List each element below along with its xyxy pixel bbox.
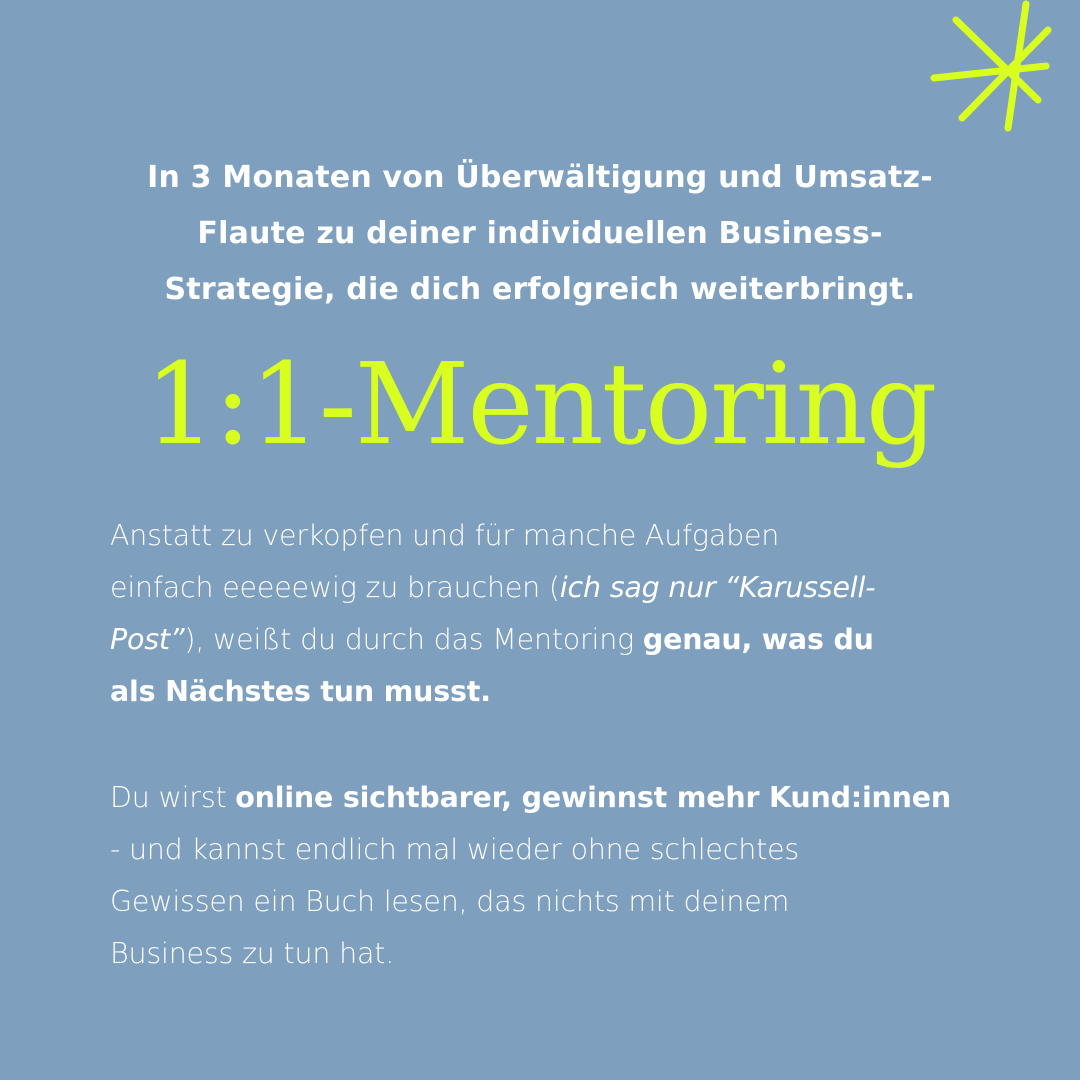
italic-quote: ich sag nur “Karussell- — [559, 571, 876, 604]
emphasis-text: als Nächstes tun musst. — [110, 675, 491, 708]
paragraph-line: - und kannst endlich mal wieder ohne schlechtes — [110, 833, 800, 866]
text-segment: ), weißt du durch das Mentoring — [184, 623, 643, 656]
intro-line: In 3 Monaten von Überwältigung und Umsatz- — [147, 160, 933, 195]
emphasis-text: genau, was du — [642, 623, 874, 656]
intro-line: Flaute zu deiner individuellen Business- — [197, 216, 883, 251]
intro-line: Strategie, die dich erfolgreich weiterbringt. — [164, 272, 916, 307]
starburst-icon — [920, 0, 1060, 140]
italic-quote: Post” — [110, 623, 185, 656]
text-segment: einfach eeeeewig zu brauchen ( — [110, 571, 560, 604]
paragraph-line: Business zu tun hat. — [110, 937, 395, 970]
starburst-ray — [934, 66, 1046, 78]
paragraph-line: Gewissen ein Buch lesen, das nichts mit deinem — [110, 885, 790, 918]
paragraph-line — [110, 772, 1010, 824]
text-segment: Du wirst — [110, 781, 236, 814]
paragraph-line — [110, 562, 1010, 614]
paragraph-line: Anstatt zu verkopfen und für manche Aufgaben — [110, 519, 780, 552]
emphasis-text: online sichtbarer, gewinnst mehr Kund:innen — [235, 781, 951, 814]
intro-heading — [100, 150, 980, 318]
paragraph-benefits — [110, 510, 1010, 718]
page-title: 1:1-Mentoring — [144, 340, 936, 470]
paragraph-outcome — [110, 772, 1010, 980]
starburst-ray — [956, 20, 1038, 100]
paragraph-line — [110, 614, 1010, 666]
